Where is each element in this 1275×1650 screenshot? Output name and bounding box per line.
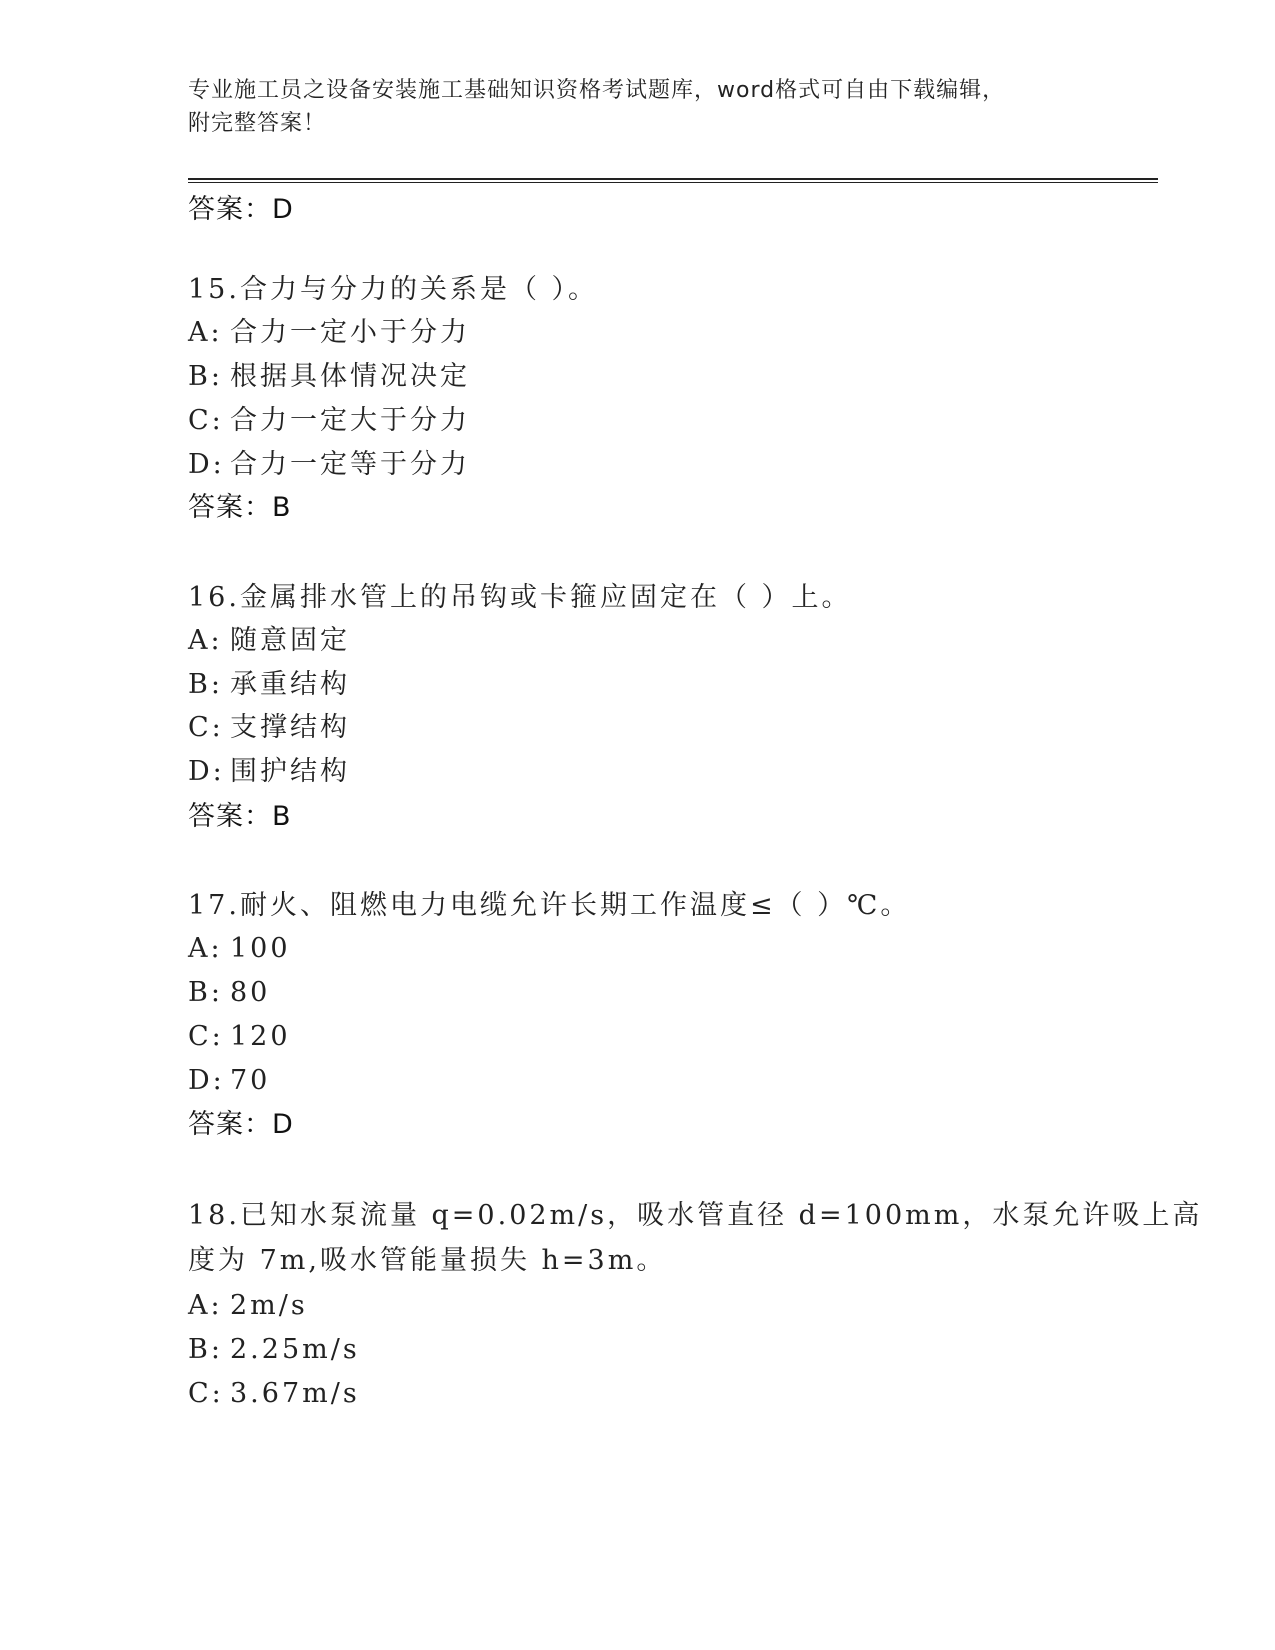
question-17-option-b [188, 976, 270, 1010]
option-letter: D: [188, 756, 225, 787]
option-letter: C: [188, 1021, 224, 1052]
option-text: 80 [230, 977, 271, 1008]
option-letter: D: [188, 449, 225, 480]
option-letter: B: [188, 1334, 223, 1365]
question-18-stem-line-2: 度为 7m,吸水管能量损失 h=3m。 [188, 1245, 667, 1276]
option-letter: B: [188, 977, 223, 1008]
option-text: 合力一定小于分力 [230, 317, 470, 348]
option-letter: A: [188, 317, 223, 348]
header-line-2: 附完整答案！ [188, 111, 327, 136]
option-text: 2.25m/s [230, 1334, 360, 1365]
question-17-option-c [188, 1020, 291, 1054]
option-letter: A: [188, 625, 223, 656]
question-18-option-b [188, 1333, 360, 1367]
option-text: 120 [230, 1021, 291, 1052]
question-17-stem: 17.耐火、阻燃电力电缆允许长期工作温度≤（ ）℃。 [188, 890, 911, 921]
option-text: 随意固定 [230, 625, 350, 656]
option-text: 100 [230, 933, 291, 964]
question-18-stem-line-1: 18.已知水泵流量 q=0.02m/s，吸水管直径 d=100mm，水泵允许吸上高 [188, 1200, 1203, 1231]
question-17-option-d [188, 1064, 270, 1098]
question-16-answer: 答案：B [188, 801, 292, 832]
question-15-option-c [188, 404, 470, 438]
answer-14: 答案：D [188, 194, 294, 225]
option-letter: A: [188, 1290, 223, 1321]
option-text: 根据具体情况决定 [230, 361, 470, 392]
option-letter: C: [188, 712, 224, 743]
option-text: 合力一定大于分力 [230, 405, 470, 436]
option-letter: B: [188, 669, 223, 700]
document-header [188, 74, 1068, 140]
option-letter: A: [188, 933, 223, 964]
question-16-option-c [188, 711, 350, 745]
option-letter: B: [188, 361, 223, 392]
question-15-option-b [188, 360, 470, 394]
question-16-stem: 16.金属排水管上的吊钩或卡箍应固定在（ ）上。 [188, 582, 852, 613]
question-15-option-a [188, 316, 470, 350]
question-18-option-a [188, 1289, 308, 1323]
question-16-option-a [188, 624, 350, 658]
option-text: 承重结构 [230, 669, 350, 700]
question-18-option-c [188, 1377, 360, 1411]
option-letter: C: [188, 405, 224, 436]
question-15-stem: 15.合力与分力的关系是（ ）。 [188, 274, 599, 305]
header-line-1: 专业施工员之设备安装施工基础知识资格考试题库，word格式可自由下载编辑， [188, 78, 1006, 103]
option-letter: D: [188, 1065, 225, 1096]
option-text: 3.67m/s [230, 1378, 360, 1409]
question-16-option-b [188, 668, 350, 702]
question-16-option-d [188, 755, 350, 789]
option-text: 70 [230, 1065, 271, 1096]
option-text: 支撑结构 [230, 712, 350, 743]
question-15-answer: 答案：B [188, 492, 292, 523]
option-text: 合力一定等于分力 [230, 449, 470, 480]
option-text: 2m/s [230, 1290, 308, 1321]
header-divider [188, 178, 1158, 183]
option-letter: C: [188, 1378, 224, 1409]
option-text: 围护结构 [230, 756, 350, 787]
question-17-answer: 答案：D [188, 1109, 294, 1140]
question-15-option-d [188, 448, 470, 482]
question-17-option-a [188, 932, 291, 966]
